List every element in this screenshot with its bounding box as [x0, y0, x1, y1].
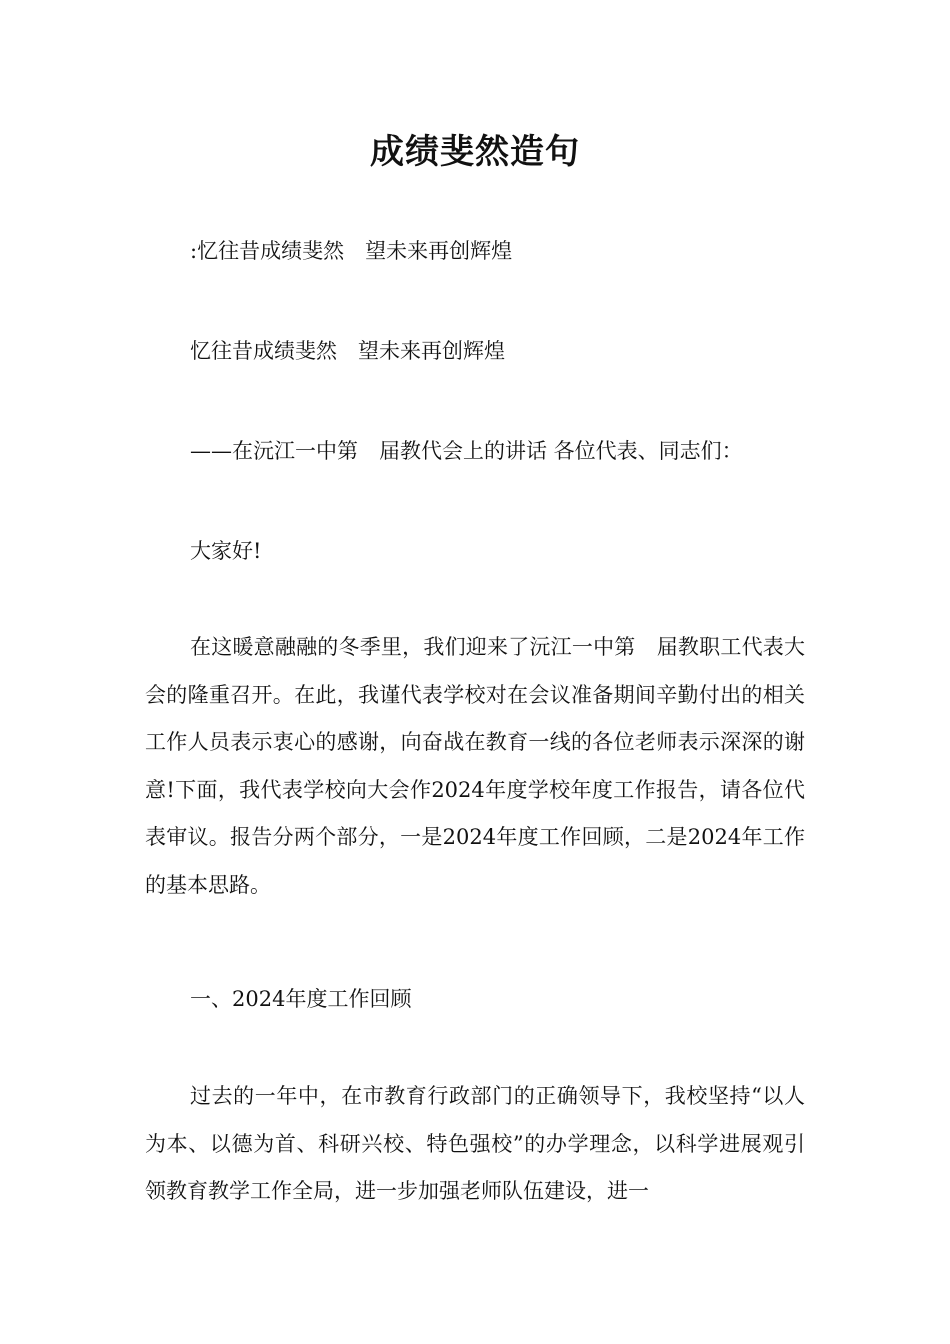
- body-paragraph-2: 过去的一年中，在市教育行政部门的正确领导下，我校坚持“以人为本、以德为首、科研兴校、特色强校”的办学理念，以科学进展观引领教育教学工作全局，进一步加强老师队伍建设，进一: [145, 1084, 805, 1203]
- subtitle-line: :忆往昔成绩斐然 望未来再创辉煌: [190, 239, 513, 263]
- body-paragraph-1: 在这暖意融融的冬季里，我们迎来了沅江一中第 届教职工代表大会的隆重召开。在此，我谨代表学校对在会议准备期间辛勤付出的相关工作人员表示衷心的感谢，向奋战在教育一线的各位老师表示深深的谢意!下面，我代表学校向大会作2024年度学校年度工作报告，请各位代表审议。报告分两个部分，一是2024年度工作回顾，二是2024年工作的基本思路。: [145, 635, 805, 897]
- heading-line: 忆往昔成绩斐然 望未来再创辉煌: [190, 339, 505, 363]
- section-heading: 一、2024年度工作回顾: [190, 987, 412, 1011]
- greeting-line: 大家好!: [190, 539, 262, 563]
- document-title: 成绩斐然造句: [370, 132, 580, 172]
- speech-intro-line: ——在沅江一中第 届教代会上的讲话 各位代表、同志们：: [190, 439, 743, 463]
